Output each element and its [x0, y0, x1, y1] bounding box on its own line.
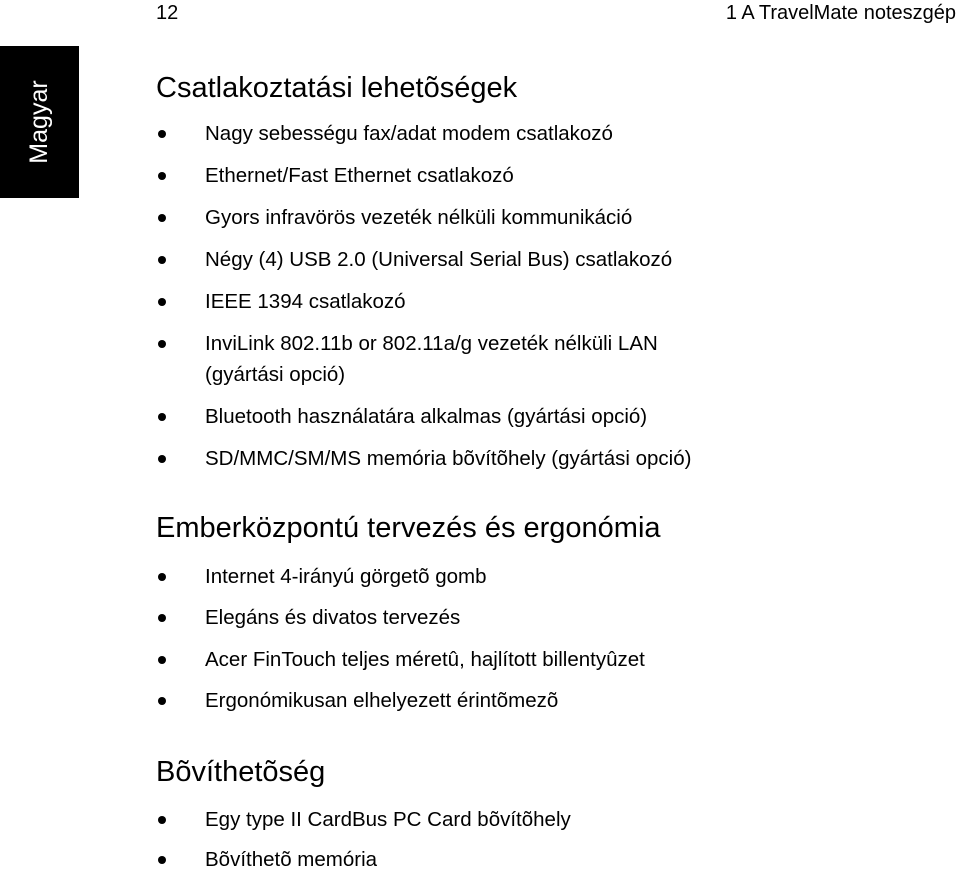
bullet-icon — [158, 455, 166, 463]
bullet-icon — [158, 413, 166, 421]
list-item-text: Elegáns és divatos tervezés — [205, 606, 461, 629]
list-item-text: InviLink 802.11b or 802.11a/g vezeték nélküli LAN — [205, 332, 658, 355]
bullet-icon — [158, 816, 166, 824]
bullet-icon — [158, 614, 166, 622]
list-item-text: Egy type II CardBus PC Card bõvítõhely — [205, 808, 571, 831]
list-item-text: Acer FinTouch teljes méretû, hajlított billentyûzet — [205, 648, 645, 671]
list-item-text: Bõvíthetõ memória — [205, 848, 378, 871]
bullet-icon — [158, 256, 166, 264]
bullet-icon — [158, 856, 166, 864]
list-item-text-continuation: (gyártási opció) — [205, 363, 346, 386]
list-item-text: Gyors infravörös vezeték nélküli kommunikáció — [205, 206, 633, 229]
section-heading-connectivity: Csatlakoztatási lehetõségek — [156, 72, 518, 104]
list-item-text: Négy (4) USB 2.0 (Universal Serial Bus) csatlakozó — [205, 248, 673, 271]
bullet-icon — [158, 656, 166, 664]
page-number: 12 — [156, 2, 179, 24]
list-item-text: SD/MMC/SM/MS memória bõvítõhely (gyártási opció) — [205, 447, 692, 470]
list-item-text: Bluetooth használatára alkalmas (gyártási opció) — [205, 405, 648, 428]
list-item-text: Ergonómikusan elhelyezett érintõmezõ — [205, 689, 559, 712]
bullet-icon — [158, 340, 166, 348]
language-tab — [0, 46, 79, 198]
bullet-icon — [158, 214, 166, 222]
bullet-icon — [158, 573, 166, 581]
section-heading-ergonomics: Emberközpontú tervezés és ergonómia — [156, 512, 661, 544]
language-tab-label: Magyar — [25, 80, 53, 164]
list-item-text: Ethernet/Fast Ethernet csatlakozó — [205, 164, 514, 187]
list-item-text: Nagy sebességu fax/adat modem csatlakozó — [205, 122, 613, 145]
list-item-text: IEEE 1394 csatlakozó — [205, 290, 406, 313]
bullet-icon — [158, 172, 166, 180]
list-item-text: Internet 4-irányú görgetõ gomb — [205, 565, 487, 588]
bullet-icon — [158, 298, 166, 306]
running-header: 1 A TravelMate noteszgép — [725, 2, 956, 24]
bullet-icon — [158, 697, 166, 705]
section-heading-expandability: Bõvíthetõség — [156, 756, 326, 788]
bullet-icon — [158, 130, 166, 138]
